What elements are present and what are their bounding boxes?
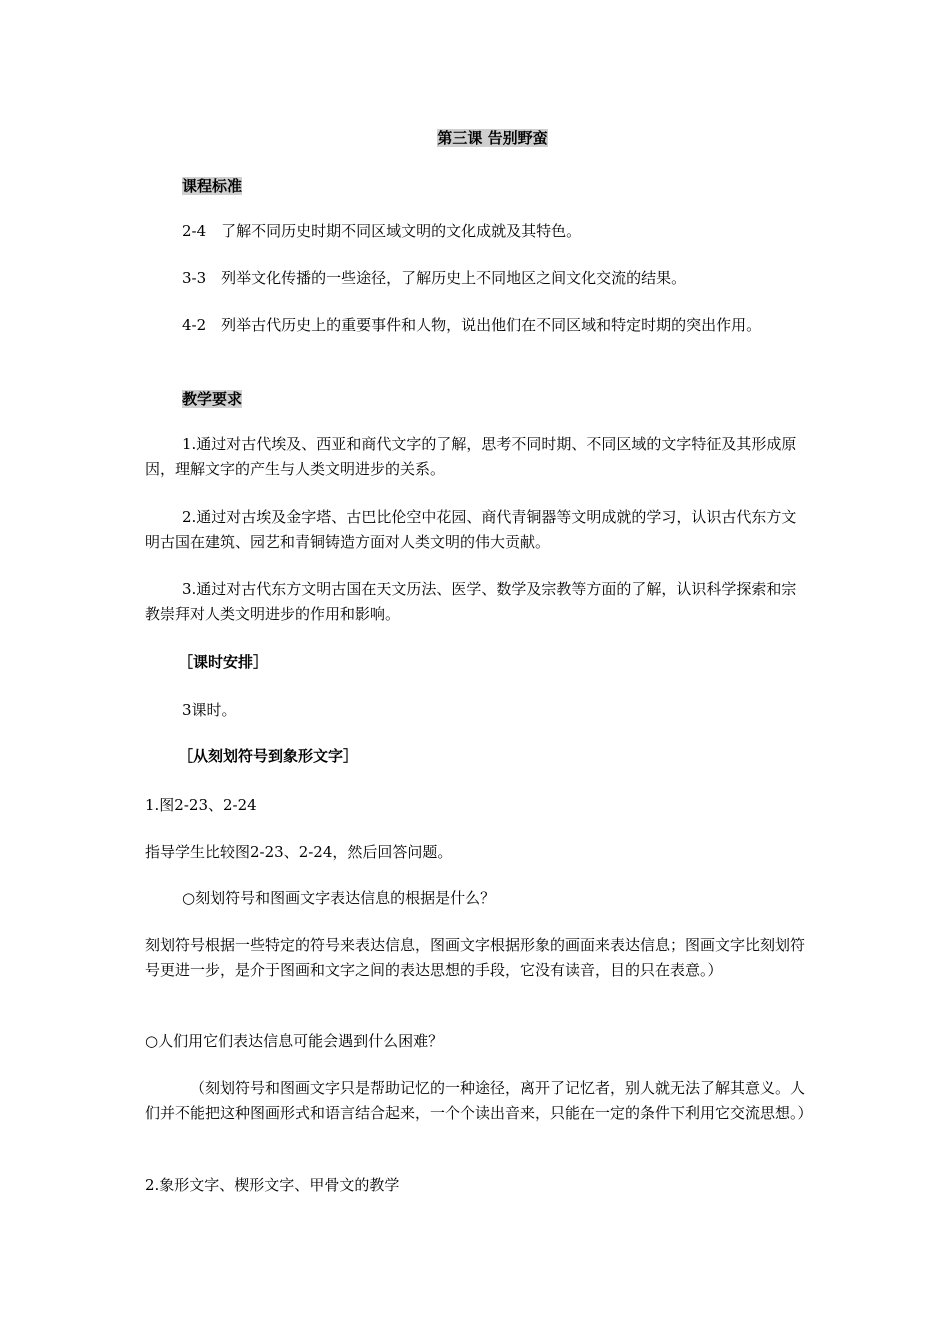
schedule-text: 3课时。	[182, 701, 237, 719]
requirement-item: 2.通过对古埃及金字塔、古巴比伦空中花园、商代青铜器等文明成就的学习，认识古代东方文明古国在建筑、园艺和青铜铸造方面对人类文明的伟大贡献。	[145, 508, 797, 551]
standard-item: 3-3 列举文化传播的一些途径，了解历史上不同地区之间文化交流的结果。	[182, 269, 687, 287]
question-2: ○人们用它们表达信息可能会遇到什么困难？	[145, 1032, 444, 1050]
standard-item: 4-2 列举古代历史上的重要事件和人物，说出他们在不同区域和特定时期的突出作用。	[182, 316, 762, 334]
body-item-2: 2.象形文字、楔形文字、甲骨文的教学	[145, 1176, 400, 1194]
answer-2: （刻划符号和图画文字只是帮助记忆的一种途径，离开了记忆者，别人就无法了解其意义。人们并不能把这种图画形式和语言结合起来，一个个读出音来，只能在一定的条件下利用它交流思想。）	[145, 1079, 813, 1122]
page-title	[0, 127, 950, 148]
body-item-1: 1.图2-23、2-24	[145, 796, 257, 814]
question-1: ○刻划符号和图画文字表达信息的根据是什么？	[182, 889, 496, 907]
standards-heading: 课程标准	[182, 177, 243, 195]
body-guide: 指导学生比较图2-23、2-24，然后回答问题。	[145, 843, 453, 861]
requirement-item: 3.通过对古代东方文明古国在天文历法、医学、数学及宗教等方面的了解，认识科学探索和宗教崇拜对人类文明进步的作用和影响。	[145, 580, 797, 623]
answer-1: 刻划符号根据一些特定的符号来表达信息，图画文字根据形象的画面来表达信息；图画文字比刻划符号更进一步，是介于图画和文字之间的表达思想的手段，它没有读音，目的只在表意。）	[145, 936, 806, 979]
standard-item: 2-4 了解不同历史时期不同区域文明的文化成就及其特色。	[182, 222, 582, 240]
schedule-heading: ［课时安排］	[178, 653, 269, 671]
requirement-item: 1.通过对古代埃及、西亚和商代文字的了解，思考不同时期、不同区域的文字特征及其形成原因，理解文字的产生与人类文明进步的关系。	[145, 435, 797, 478]
topic-heading: ［从刻划符号到象形文字］	[178, 747, 359, 765]
requirements-heading: 教学要求	[182, 390, 243, 408]
page-title-text: 第三课 告别野蛮	[437, 129, 548, 147]
